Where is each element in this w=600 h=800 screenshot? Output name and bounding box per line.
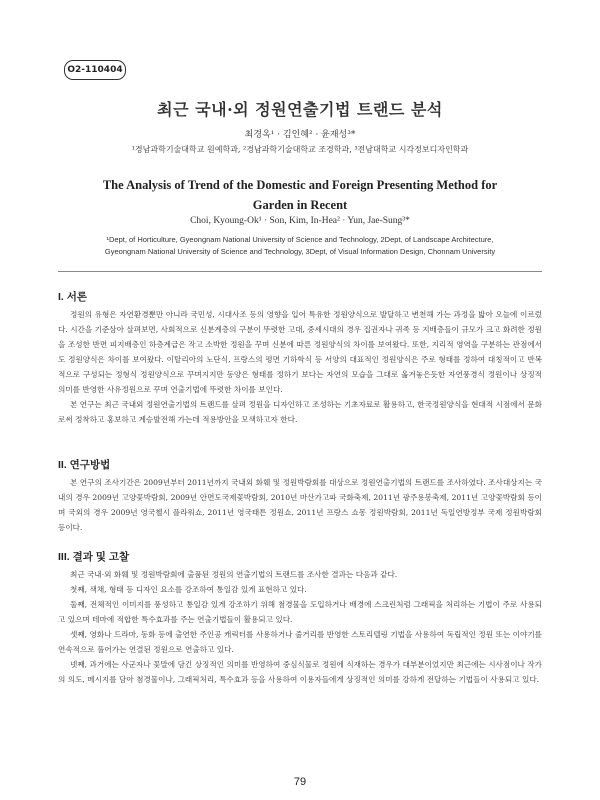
english-affiliation-line-2: Gyeongnam National University of Science and Technology, 3Dept, of Visual Information Design, Chonnam University bbox=[104, 247, 496, 256]
paragraph: 둘째, 전체적인 이미지를 풍성하고 통일감 있게 강조하기 위해 첨경물을 도입하거나 배경에 스크린처럼 그래픽을 처리하는 기법이 주로 사용되고 있으며 테마에 적합한 특수효과를 주는 연출기법들이 활용되고 있다. bbox=[58, 600, 542, 624]
korean-title: 최근 국내·외 정원연출기법 트랜드 분석 bbox=[157, 100, 443, 119]
section-body-method bbox=[58, 475, 542, 535]
section-heading-introduction: I. 서론 bbox=[58, 291, 88, 303]
english-affiliations bbox=[0, 234, 600, 258]
section-heading-results: III. 결과 및 고찰 bbox=[58, 551, 130, 563]
page-number: 79 bbox=[293, 776, 307, 788]
paragraph: 넷째, 과거에는 사군자나 꽃말에 담긴 상징적인 의미를 반영하여 중심식물로 정원에 식재하는 경우가 대부분이었지만 최근에는 시사점이나 작가의 의도, 메시지를 담아 첨경물이나, 그래픽처리, 특수효과 등을 사용하여 이용자들에게 상징적인 의미를 강하게 전달하는 기법들이 사용되고 있다. bbox=[58, 660, 542, 684]
korean-authors: 최경옥¹ · 김인혜² · 윤재성³* bbox=[244, 130, 356, 140]
korean-affiliations: ¹경남과학기술대학교 원예학과, ²경남과학기술대학교 조경학과, ³전남대학교 시각정보디자인학과 bbox=[131, 145, 469, 154]
paragraph: 셋째, 영화나 드라마, 동화 등에 출연한 주인공 캐릭터를 사용하거나 줄거리를 반영한 스토리텔링 기법을 사용하여 독립적인 정원 또는 이야기를 연속적으로 풀어가는 연결된 정원으로 연출하고 있다. bbox=[58, 630, 542, 654]
paragraph: 최근 국내·외 화훼 및 정원박람회에 출품된 정원의 연출기법의 트랜드를 조사한 결과는 다음과 같다. bbox=[70, 570, 398, 579]
english-title bbox=[0, 175, 600, 215]
paragraph: 첫째, 색채, 형태 등 디자인 요소를 강조하여 통일감 있게 표현하고 있다. bbox=[70, 585, 307, 594]
paragraph: 본 연구는 최근 국내외 정원연출기법의 트랜드를 살펴 정원을 디자인하고 조성하는 기초자료로 활용하고, 한국정원양식을 현대적 시점에서 문화로써 정착하고 홍보하고 계승발전해 가는데 적용방안을 모색하고자 한다. bbox=[58, 400, 542, 424]
english-title-line-2: Garden in Recent bbox=[252, 198, 348, 212]
section-body-results bbox=[58, 567, 542, 687]
paragraph: 정원의 유형은 자연환경뿐만 아니라 국민성, 시대사조 등의 영향을 입어 특유한 정원양식으로 발달하고 변천해 가는 과정을 밟아 오늘에 이르렀다. 시간을 기준삼아 살펴보면, 사회적으로 신분계층의 구분이 뚜렷한 고대, 중세시대의 경우 집권자나 귀족 등 지배층들이 규모가 크고 화려한 정원을 조성한 반면 피지배층인 하층계급은 작고 소박한 정원을 꾸며 신분에 따른 정원양식의 차이를 보여왔다. 또한, 지리적 영역을 구분하는 관점에서도 정원양식은 차이를 보여왔다. 이탈리아의 노단식, 프랑스의 평면 기하학식 등 서양의 대표적인 정원양식은 주로 형태를 정하여 대칭적이고 반복적으로 구성되는 정형식 정원양식으로 꾸며지지만 동양은 형태를 정하기 보다는 자연의 모습을 그대로 옮겨놓은듯한 자연풍경식 정원이나 상징적 의미를 반영한 사유정원으로 꾸며 연출기법에 뚜렷한 차이를 보인다. bbox=[58, 310, 542, 394]
english-title-line-1: The Analysis of Trend of the Domestic and Foreign Presenting Method for bbox=[102, 178, 498, 192]
english-affiliation-line-1: ¹Dept, of Horticulture, Gyeongnam National University of Science and Technology, 2Dept, of Landscape Architecture, bbox=[106, 235, 494, 244]
section-heading-method: II. 연구방법 bbox=[58, 459, 111, 471]
paper-code-badge: O2-110404 bbox=[64, 60, 126, 80]
english-authors: Choi, Kyoung-Ok¹ · Son, Kim, In-Hea² · Yun, Jae-Sung³* bbox=[190, 216, 410, 226]
header-divider bbox=[58, 271, 542, 272]
section-body-introduction bbox=[58, 307, 542, 427]
paragraph: 본 연구의 조사기간은 2009년부터 2011년까지 국내외 화훼 및 정원박람회를 대상으로 정원연출기법의 트랜드를 조사하였다. 조사대상지는 국내의 경우 2009년 고양꽃박람회, 2009년 안면도국제꽃박람회, 2010년 마산가고파 국화축제, 2011년 광주용봉축제, 2011년 고양꽃박람회 등이며 국외의 경우 2009년 영국첼시 플라워쇼, 2011년 영국태튼 정원쇼, 2011년 프랑스 쇼몽 정원박람회, 2011년 독일연방정부 국제 정원박람회 등이다. bbox=[58, 478, 542, 532]
